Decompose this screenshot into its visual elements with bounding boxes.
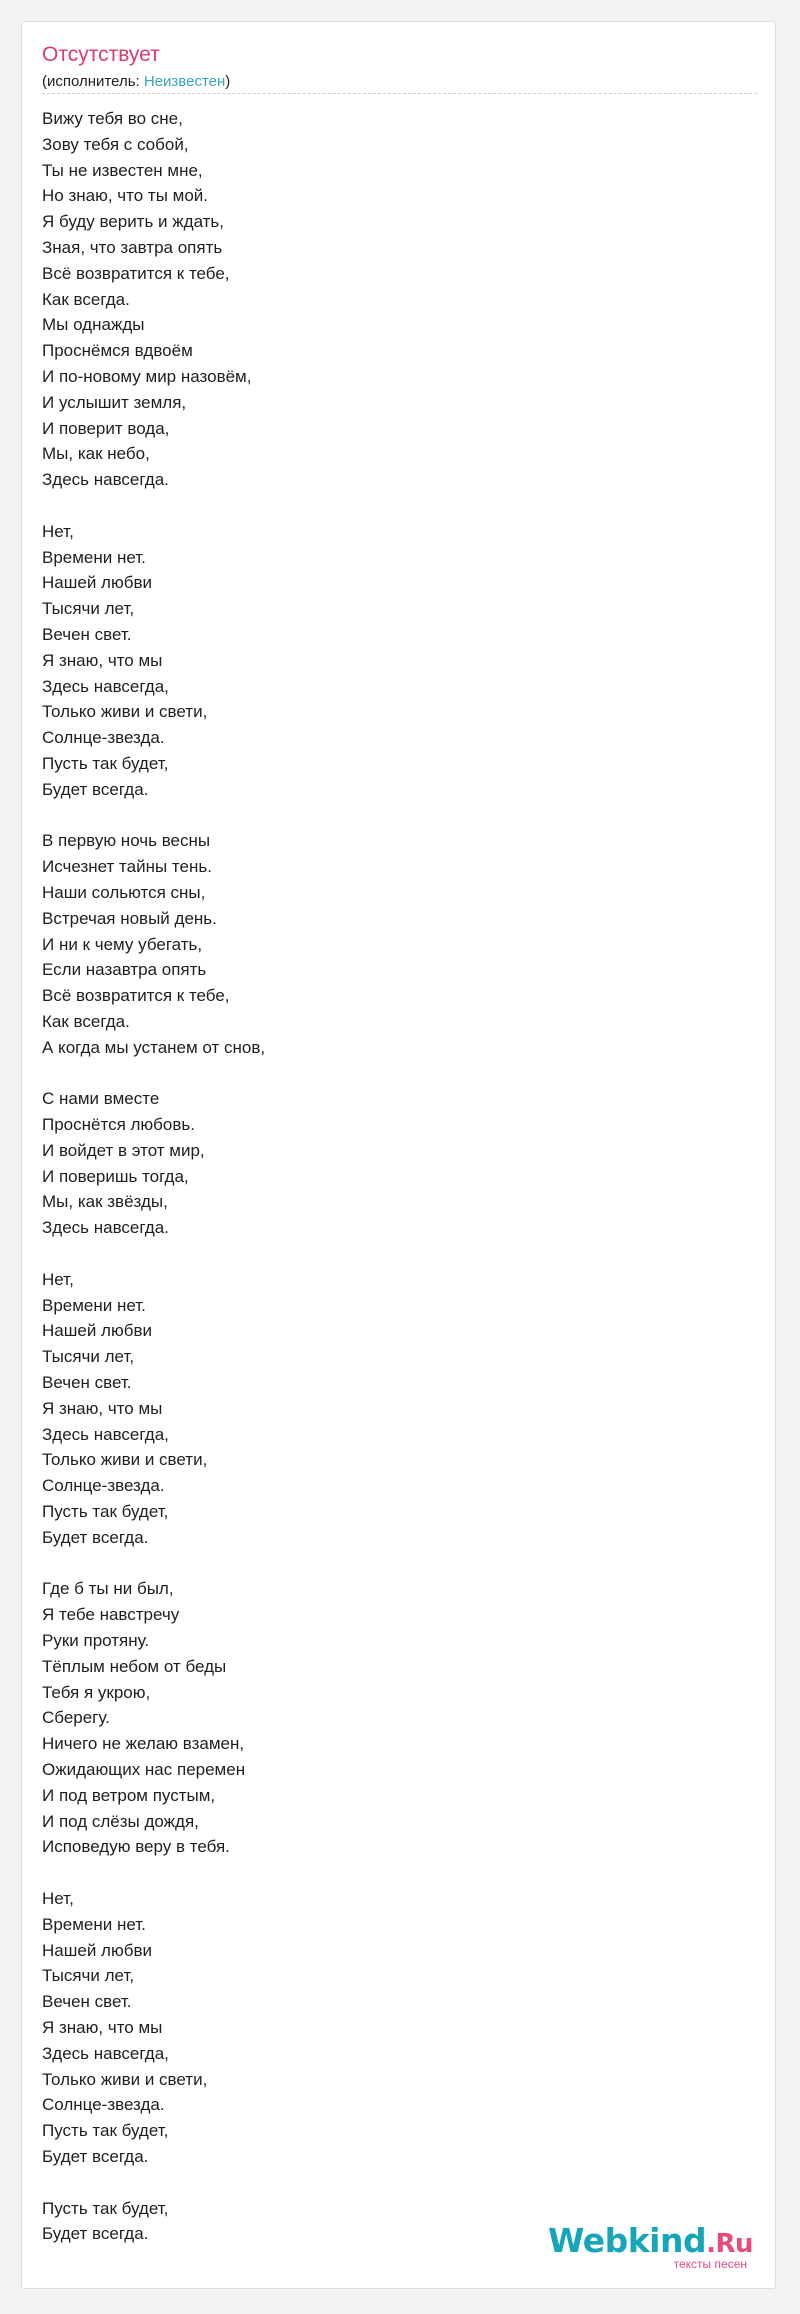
lyric-line: Как всегда.	[42, 289, 130, 309]
lyric-line: Нашей любви	[42, 573, 152, 593]
lyric-line: Вечен свет.	[42, 1992, 132, 2012]
lyric-line: Я знаю, что мы	[42, 650, 163, 670]
lyric-line: Зову тебя с собой,	[42, 134, 189, 154]
lyric-line: Пусть так будет,	[42, 2121, 169, 2141]
lyric-line: Пусть так будет,	[42, 2198, 169, 2218]
lyric-line: Мы, как звёзды,	[42, 1192, 168, 1212]
lyric-line: Мы, как небо,	[42, 444, 150, 464]
lyric-line: Тысячи лет,	[42, 1966, 135, 1986]
performer-line	[42, 72, 230, 92]
stanza	[42, 828, 732, 1060]
webkind-logo[interactable]	[547, 2221, 753, 2271]
lyric-line: Солнце-звезда.	[42, 1476, 165, 1496]
stanza	[42, 1576, 732, 1860]
lyric-line: Здесь навсегда,	[42, 2043, 169, 2063]
lyric-line: Тысячи лет,	[42, 1347, 135, 1367]
lyric-line: Проснёмся вдвоём	[42, 341, 193, 361]
lyric-line: Только живи и свети,	[42, 2069, 208, 2089]
logo-name: Webkind	[547, 2221, 707, 2260]
lyric-line: Тебя я укрою,	[42, 1682, 151, 1702]
stanza	[42, 106, 732, 493]
logo-tld: .Ru	[706, 2229, 753, 2259]
lyric-line: С нами вместе	[42, 1089, 160, 1109]
lyric-line: Нет,	[42, 1269, 74, 1289]
lyric-line: Если назавтра опять	[42, 960, 207, 980]
lyric-line: Здесь навсегда.	[42, 1218, 169, 1238]
performer-prefix: (исполнитель:	[42, 73, 144, 90]
lyric-line: В первую ночь весны	[42, 831, 211, 851]
lyric-line: И под слёзы дождя,	[42, 1811, 199, 1831]
lyric-line: Времени нет.	[42, 547, 146, 567]
lyric-line: Солнце-звезда.	[42, 728, 165, 748]
lyric-line: Ожидающих нас перемен	[42, 1760, 246, 1779]
lyric-line: Будет всегда.	[42, 779, 149, 799]
lyric-line: А когда мы устанем от снов,	[42, 1037, 266, 1057]
lyric-line: И ни к чему убегать,	[42, 934, 203, 954]
logo-tagline: тексты песен	[673, 2257, 747, 2271]
lyric-line: Как всегда.	[42, 1011, 130, 1031]
lyric-line: Нет,	[42, 521, 74, 541]
artist-link[interactable]: Неизвестен	[143, 73, 226, 90]
lyric-line: Зная, что завтра опять	[42, 237, 223, 257]
lyric-line: Нашей любви	[42, 1321, 152, 1341]
lyric-line: Я тебе навстречу	[42, 1605, 180, 1625]
lyric-line: Проснётся любовь.	[42, 1115, 195, 1135]
lyric-line: И поверит вода,	[42, 418, 170, 438]
stanza	[42, 1086, 732, 1241]
lyric-line: Времени нет.	[42, 1914, 146, 1934]
lyric-line: И войдет в этот мир,	[42, 1140, 205, 1160]
lyric-line: Здесь навсегда,	[42, 676, 169, 696]
lyric-line: Времени нет.	[42, 1295, 146, 1315]
lyric-line: Я знаю, что мы	[42, 2017, 163, 2037]
lyric-line: Будет всегда.	[42, 1527, 149, 1547]
lyric-line: И под ветром пустым,	[42, 1785, 216, 1805]
lyric-line: Вечен свет.	[42, 624, 132, 644]
lyrics-text	[42, 106, 732, 2273]
lyric-line: Встречая новый день.	[42, 908, 217, 928]
lyric-line: Мы однажды	[42, 315, 145, 335]
lyric-line: Я буду верить и ждать,	[42, 212, 225, 232]
lyric-line: Здесь навсегда.	[42, 470, 169, 490]
lyric-line: Ты не известен мне,	[42, 160, 203, 180]
lyric-line: Пусть так будет,	[42, 753, 169, 773]
lyric-line: Ничего не желаю взамен,	[42, 1734, 245, 1754]
lyric-line: Но знаю, что ты мой.	[42, 186, 209, 206]
lyric-line: Всё возвратится к тебе,	[42, 986, 230, 1006]
lyric-line: Сберегу.	[42, 1708, 110, 1728]
lyric-line: Только живи и свети,	[42, 702, 208, 722]
lyric-line: И поверишь тогда,	[42, 1166, 189, 1186]
lyric-line: Будет всегда.	[42, 2146, 149, 2166]
lyric-line: И по-новому мир назовём,	[42, 366, 252, 386]
lyric-line: Нет,	[42, 1888, 74, 1908]
lyrics-card	[21, 21, 776, 2289]
lyric-line: Исповедую веру в тебя.	[42, 1837, 230, 1857]
song-title: Отсутствует	[42, 43, 160, 66]
performer-suffix: )	[225, 73, 231, 90]
lyric-line: Нашей любви	[42, 1940, 152, 1960]
lyric-line: Где б ты ни был,	[42, 1579, 174, 1599]
lyric-line: Вижу тебя во сне,	[42, 109, 183, 128]
lyric-line: Будет всегда.	[42, 2224, 149, 2244]
divider	[42, 93, 757, 94]
stanza	[42, 519, 732, 803]
stanza	[42, 1886, 732, 2170]
lyric-line: Солнце-звезда.	[42, 2095, 165, 2115]
lyric-line: Исчезнет тайны тень.	[42, 857, 212, 877]
lyric-line: Пусть так будет,	[42, 1502, 169, 1522]
lyric-line: Вечен свет.	[42, 1373, 132, 1393]
lyric-line: И услышит земля,	[42, 392, 187, 412]
lyric-line: Руки протяну.	[42, 1631, 150, 1651]
lyric-line: Здесь навсегда,	[42, 1424, 169, 1444]
lyric-line: Только живи и свети,	[42, 1450, 208, 1470]
lyric-line: Тысячи лет,	[42, 599, 135, 619]
lyric-line: Тёплым небом от беды	[42, 1656, 227, 1676]
lyric-line: Я знаю, что мы	[42, 1398, 163, 1418]
stanza	[42, 1267, 732, 1551]
lyric-line: Наши сольются сны,	[42, 882, 206, 902]
lyric-line: Всё возвратится к тебе,	[42, 263, 230, 283]
